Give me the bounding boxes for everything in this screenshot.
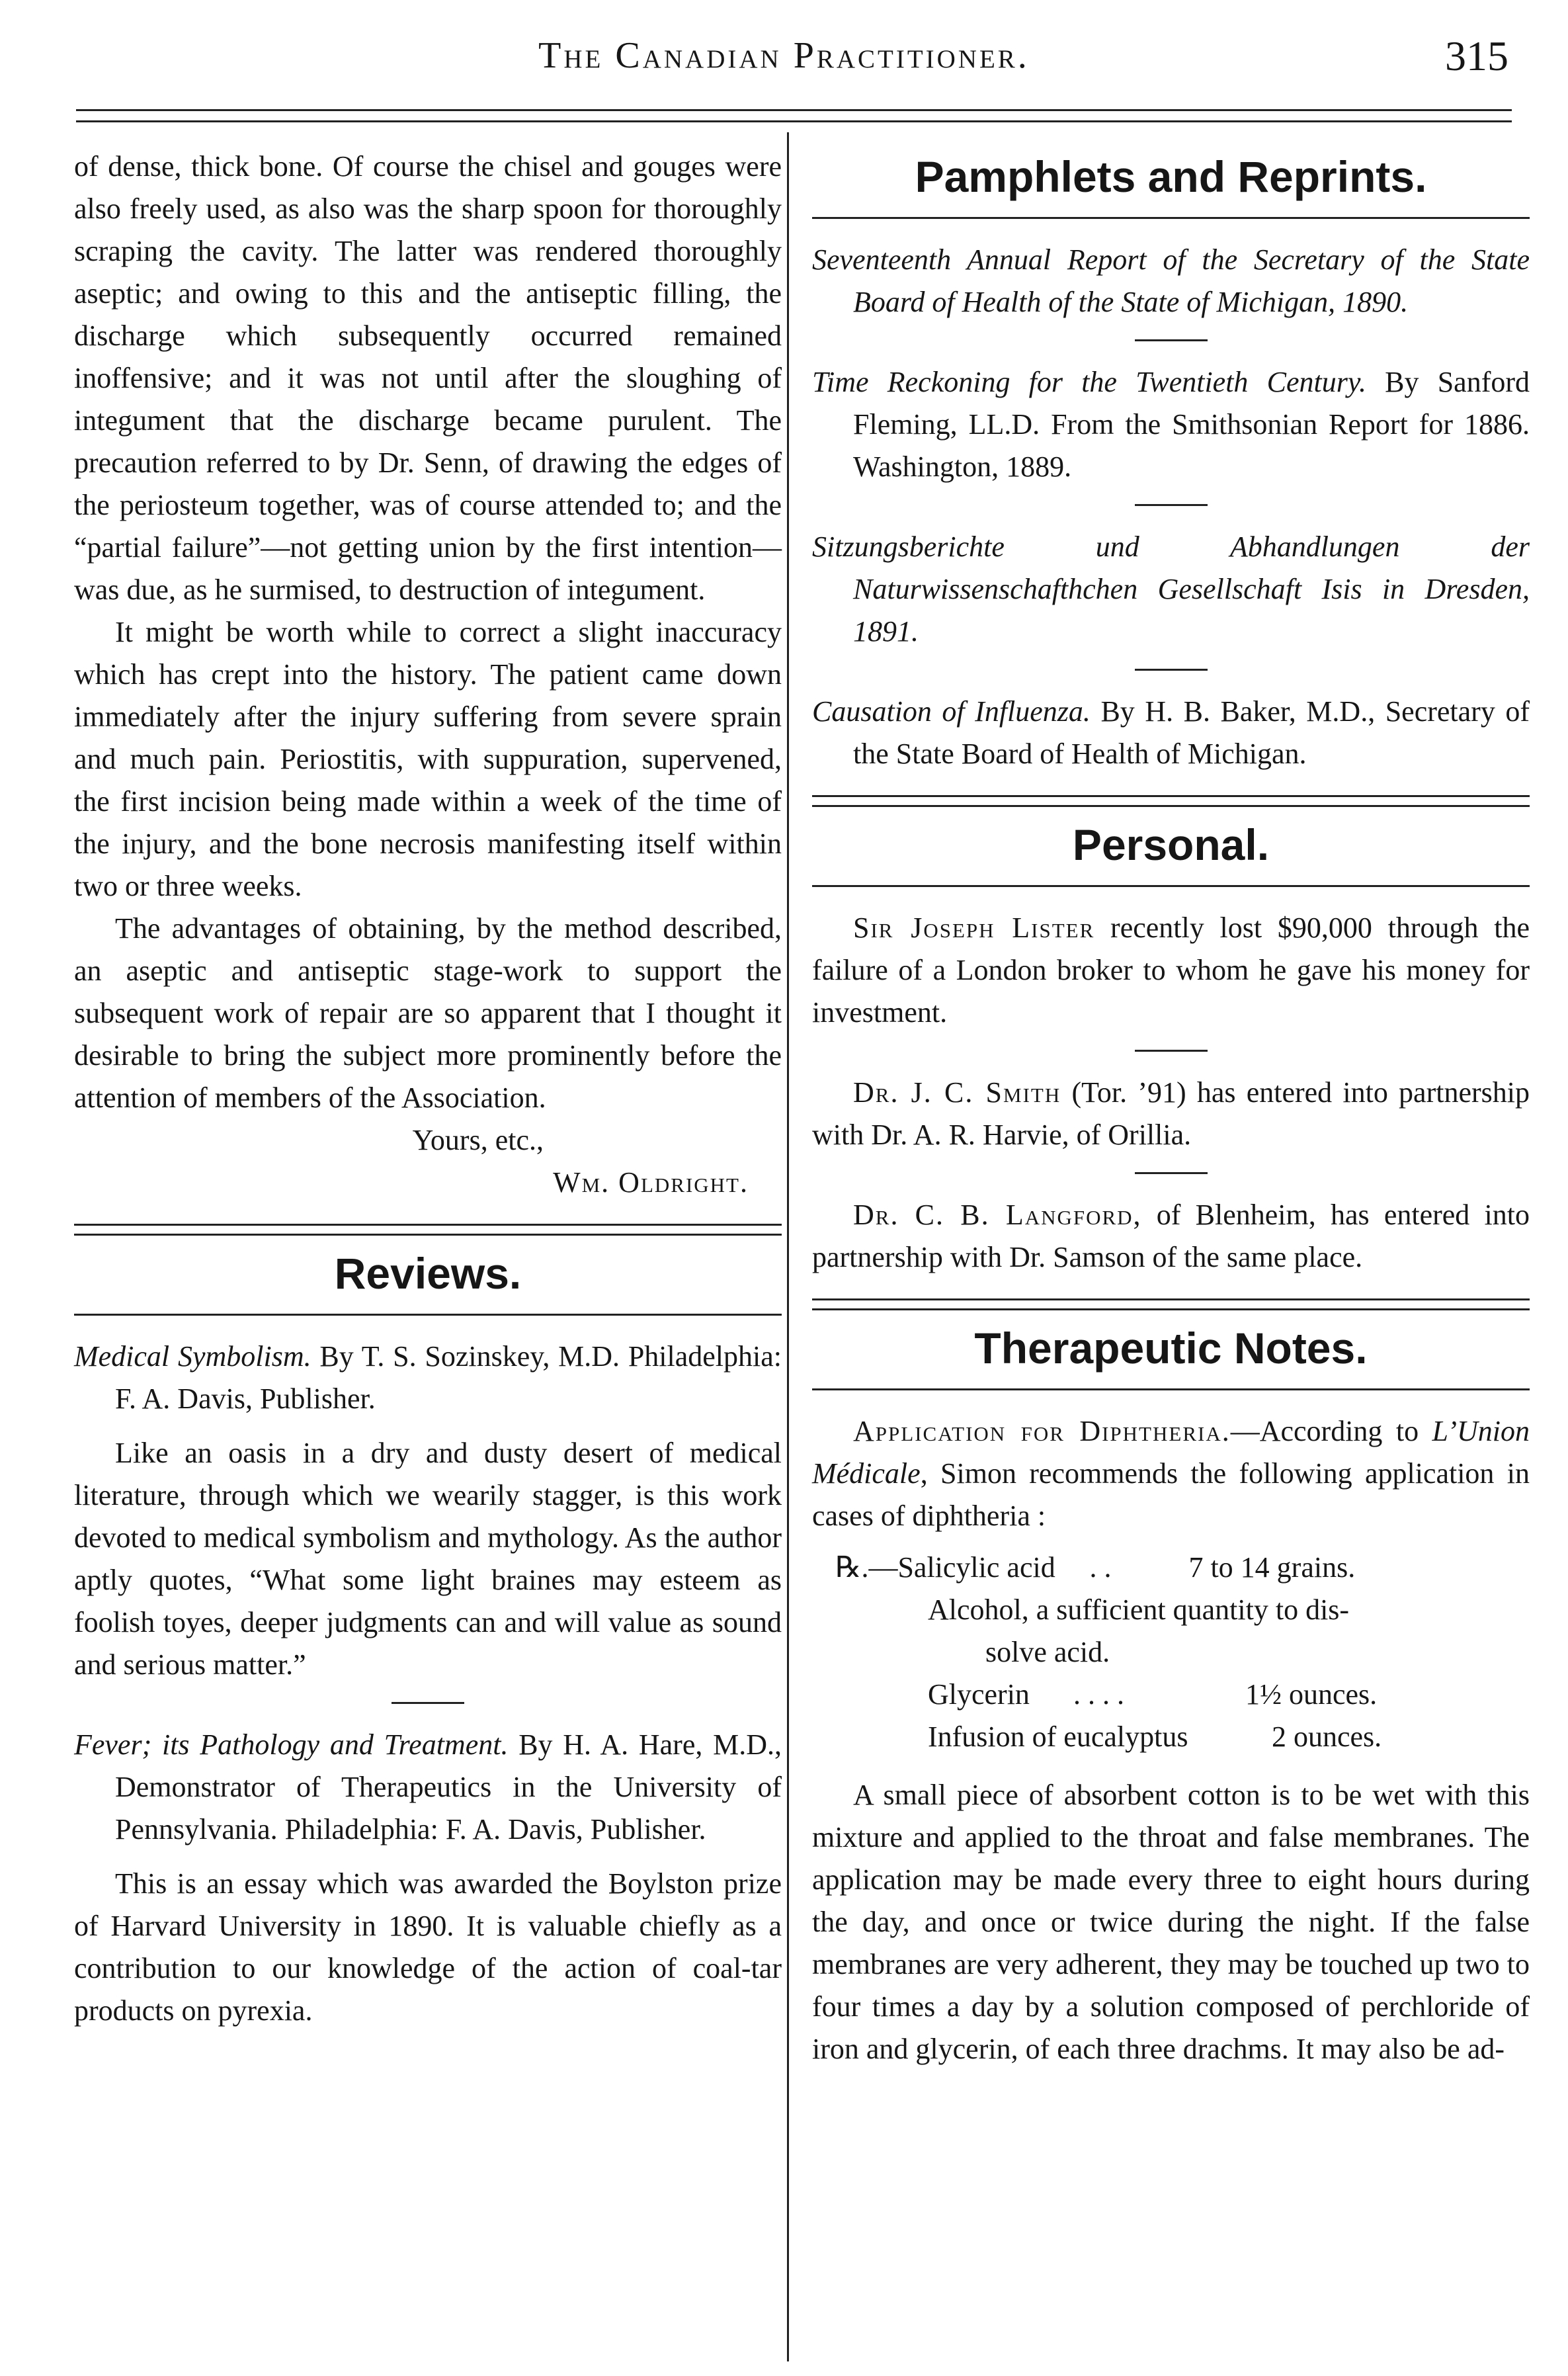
review-text: This is an essay which was awarded the Boylston prize of Harvard University in 1890. It is valuable chiefly as a contribution to our knowledge of the action of coal-tar products on pyrexia. (74, 1867, 782, 2027)
pamphlet-title: Seventeenth Annual Report of the Secretary of the State Board of Health of the State of Michigan, 1890. (812, 243, 1530, 318)
letter-signature: Wm. Oldright. (553, 1166, 749, 1199)
right-column (812, 146, 1530, 2070)
rx-ingredient: solve acid. (985, 1636, 1110, 1668)
therapeutic-heading: Therapeutic Notes. (974, 1324, 1368, 1373)
pamphlet-entry (812, 361, 1530, 488)
separator (1135, 339, 1208, 341)
note-text: recently lost $90,000 through the failure of a London broker to whom he gave his money for investment. (812, 912, 1530, 1029)
rx-symbol: ℞.— (835, 1551, 898, 1584)
letter-closing: Yours, etc., (412, 1124, 544, 1156)
rx-ingredient: Glycerin (928, 1678, 1030, 1711)
personal-heading: Personal. (1072, 820, 1270, 869)
section-rule (74, 1224, 782, 1236)
review-text: Like an oasis in a dry and dusty desert of medical literature, through which we wearily stagger, is this work devoted to medical symbolism and mythology. As the author aptly quotes, “What some light braines may esteem as foolish toyes, deeper judgments can and will value as sound and serious matter.” (74, 1437, 782, 1681)
therapeutic-body: A small piece of absorbent cotton is to be wet with this mixture and applied to the throat and false membranes. The application may be made every three to eight hours during the day, and once or twice during the night. If the false membranes are very adherent, they may be touched up two to four times a day by a solution composed of perchloride of iron and glycerin, of each three drachms. It may also be ad- (812, 1779, 1530, 2065)
rx-line (812, 1547, 1530, 1589)
rx-ingredient: Salicylic acid (897, 1551, 1055, 1584)
pamphlet-title: Sitzungsberichte und Abhandlungen der Naturwissenschafthchen Gesellschaft Isis in Dresden, 1891. (812, 530, 1530, 648)
rx-ingredient: Alcohol, a sufficient quantity to dis- (928, 1593, 1350, 1626)
review-publisher: By H. A. Hare, M.D., Demonstrator of Therapeutics in the University of Pennsylvania. Philadelphia: F. A. Davis, Publisher. (115, 1728, 782, 1846)
heading-rule (812, 885, 1530, 887)
rx-ingredient: Infusion of eucalyptus (928, 1720, 1188, 1753)
pamphlet-title: Causation of Influenza. (812, 695, 1091, 728)
letter-paragraph: It might be worth while to correct a slight inaccuracy which has crept into the history. The patient came down immediately after the injury suffering from severe sprain and much pain. Periostitis, with suppuration, supervened, the first incision being made within a week of the time of the injury, and the bone necrosis manifesting itself within two or three weeks. (74, 616, 782, 902)
rx-line (812, 1631, 1530, 1674)
pamphlet-details: By Sanford Fleming, LL.D. From the Smithsonian Report for 1886. Washington, 1889. (853, 366, 1530, 483)
rx-leader: . . . . (1073, 1678, 1124, 1711)
rx-line (812, 1716, 1530, 1758)
rx-line (812, 1674, 1530, 1716)
person-name: Sir Joseph Lister (853, 912, 1095, 944)
therapeutic-lead (812, 1410, 1530, 1537)
separator (1135, 1172, 1208, 1174)
lead-text: —According to (1230, 1415, 1432, 1447)
rx-leader: . . (1089, 1551, 1112, 1584)
personal-note (812, 1072, 1530, 1156)
review-title: Medical Symbolism. (74, 1340, 311, 1373)
separator (1135, 504, 1208, 506)
section-rule (812, 1298, 1530, 1310)
review-publisher: By T. S. Sozinskey, M.D. Philadelphia: F. A. Davis, Publisher. (115, 1340, 782, 1415)
page-number: 315 (1445, 32, 1508, 79)
pamphlets-heading: Pamphlets and Reprints. (915, 152, 1427, 201)
rx-line (812, 1589, 1530, 1631)
letter-paragraph: The advantages of obtaining, by the method described, an aseptic and antiseptic stage-work to support the subsequent work of repair are so apparent that I thought it desirable to bring the subject more prominently before the attention of members of the Association. (74, 912, 782, 1114)
heading-rule (74, 1314, 782, 1316)
header-rule (76, 109, 1512, 122)
separator (1135, 1050, 1208, 1052)
reviews-heading: Reviews. (334, 1249, 522, 1298)
left-column (74, 146, 782, 2032)
journal-name: L’Union Médicale (812, 1415, 1530, 1490)
separator (392, 1702, 464, 1704)
pamphlet-entry (812, 239, 1530, 323)
personal-note (812, 1194, 1530, 1279)
person-name: Dr. J. C. Smith (853, 1076, 1061, 1109)
review-citation (74, 1336, 782, 1420)
section-rule (812, 795, 1530, 807)
personal-note (812, 907, 1530, 1034)
pamphlet-details: By H. B. Baker, M.D., Secretary of the State Board of Health of Michigan. (853, 695, 1530, 770)
person-name: Dr. C. B. Langford, (853, 1199, 1142, 1231)
pamphlet-title: Time Reckoning for the Twentieth Century. (812, 366, 1366, 398)
rx-amount: 7 to 14 grains. (1188, 1551, 1356, 1584)
prescription (812, 1547, 1530, 1758)
lead-text: , Simon recommends the following application in cases of diphtheria : (812, 1457, 1530, 1532)
note-text: (Tor. ’91) has entered into partnership with Dr. A. R. Harvie, of Orillia. (812, 1076, 1530, 1151)
review-title: Fever; its Pathology and Treatment. (74, 1728, 509, 1761)
column-divider (787, 132, 789, 2361)
pamphlet-entry (812, 691, 1530, 775)
pamphlet-entry (812, 526, 1530, 653)
running-title: The Canadian Practitioner. (538, 35, 1030, 76)
note-text: of Blenheim, has entered into partnership with Dr. Samson of the same place. (812, 1199, 1530, 1273)
heading-rule (812, 217, 1530, 219)
separator (1135, 669, 1208, 671)
review-citation (74, 1724, 782, 1851)
heading-rule (812, 1388, 1530, 1390)
note-title: Application for Diphtheria. (853, 1415, 1231, 1447)
rx-amount: 1½ ounces. (1245, 1678, 1378, 1711)
letter-paragraph: of dense, thick bone. Of course the chisel and gouges were also freely used, as also was the sharp spoon for thoroughly scraping the cavity. The latter was rendered thoroughly aseptic; and owing to this and the antiseptic filling, the discharge which subsequently occurred remained inoffensive; and it was not until after the sloughing of integument that the discharge became purulent. The precaution referred to by Dr. Senn, of drawing the edges of the periosteum together, was of course attended to; and the “partial failure”—not getting union by the first intention—was due, as he surmised, to destruction of integument. (74, 150, 782, 606)
rx-amount: 2 ounces. (1272, 1720, 1382, 1753)
